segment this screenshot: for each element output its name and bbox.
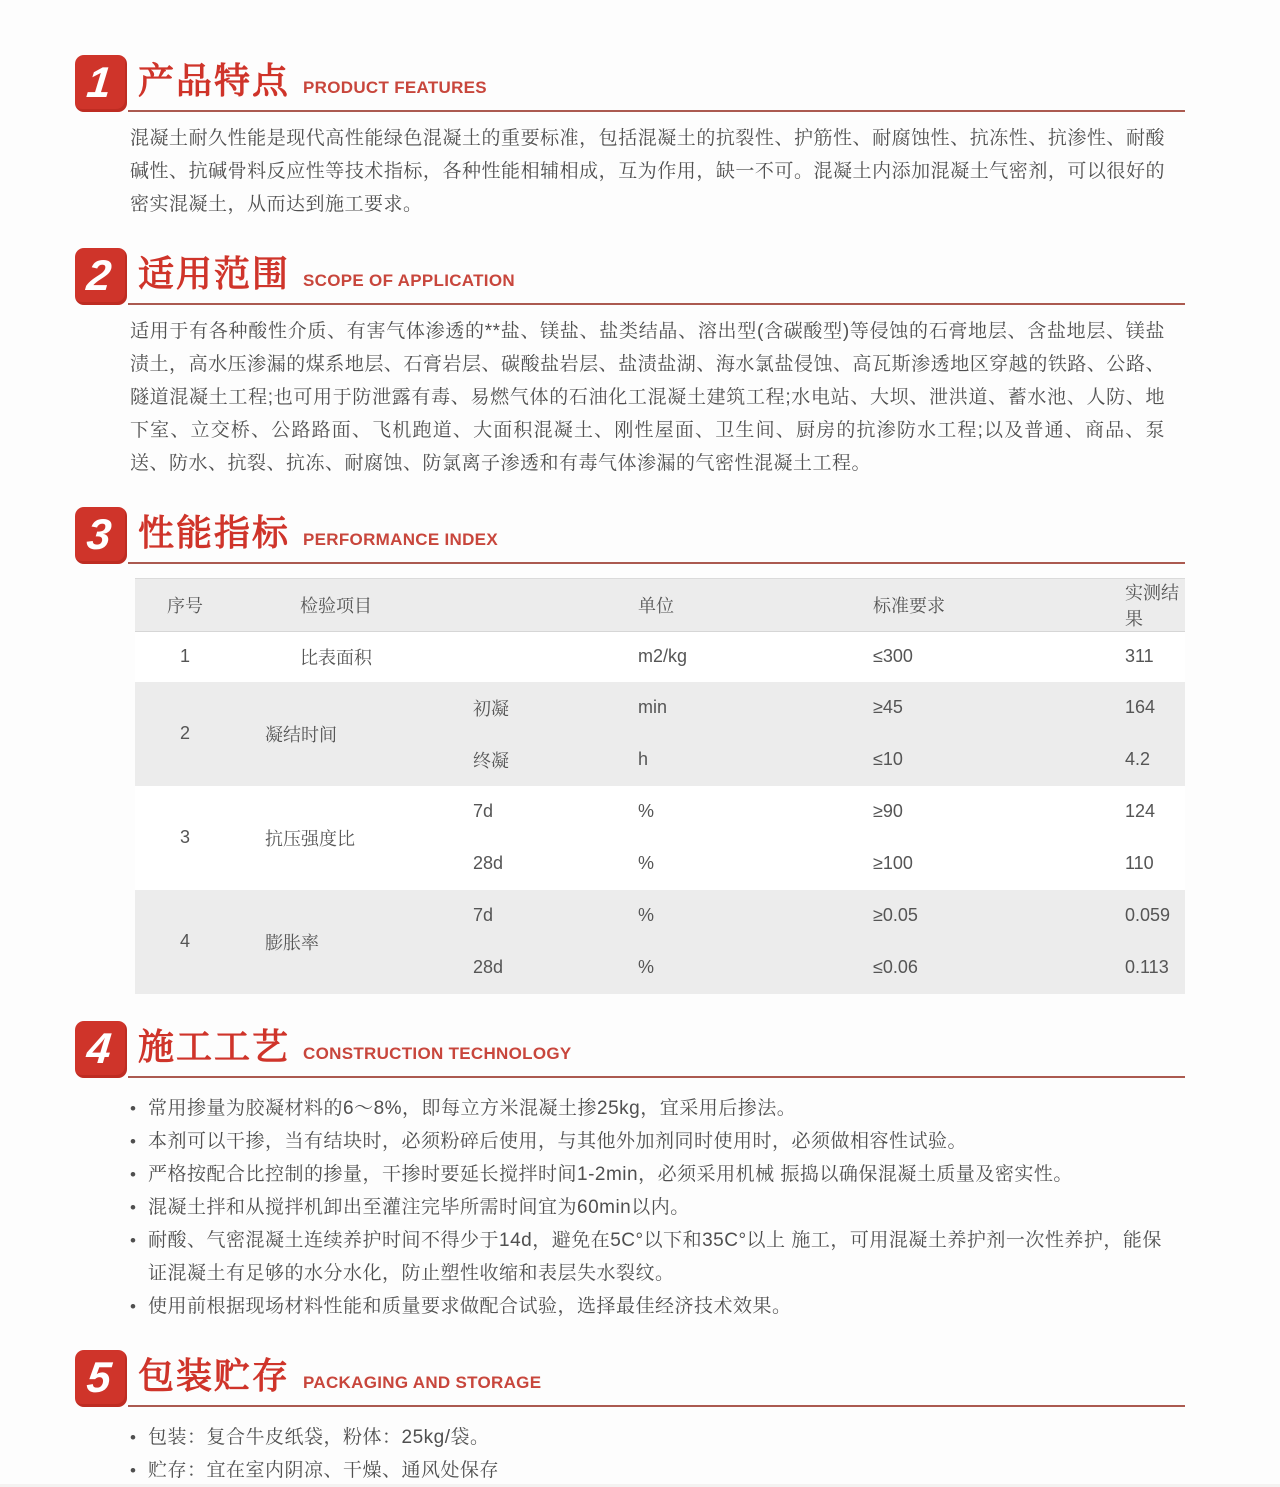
cell-standard: ≥0.05 — [873, 905, 918, 925]
cell-unit: % — [638, 801, 655, 821]
cell-standard: ≥100 — [873, 853, 913, 873]
list-item — [130, 1191, 1175, 1224]
cell-unit: % — [638, 957, 655, 977]
section-number: 1 — [84, 59, 114, 107]
table-row — [135, 682, 1185, 734]
list-item — [130, 1125, 1175, 1158]
header-unit: 单位 — [638, 596, 674, 616]
list-item-text: 使用前根据现场材料性能和质量要求做配合试验，选择最佳经济技术效果。 — [148, 1295, 792, 1317]
header-standard: 标准要求 — [873, 596, 945, 616]
list-item — [130, 1224, 1175, 1290]
cell-result: 0.059 — [1125, 905, 1171, 925]
bullet-icon: • — [130, 1098, 137, 1118]
list-item — [130, 1092, 1175, 1125]
construction-technology-list — [130, 1092, 1175, 1323]
section-title-cn: 性能指标 — [138, 512, 291, 553]
cell-result: 4.2 — [1125, 749, 1151, 769]
cell-unit: m2/kg — [638, 646, 688, 667]
bullet-icon: • — [130, 1460, 137, 1480]
table-header-row — [135, 579, 1185, 632]
section-2-header — [75, 248, 1185, 305]
section-title-cn: 包装贮存 — [138, 1354, 291, 1396]
section-title-en: CONSTRUCTION TECHNOLOGY — [303, 1043, 572, 1063]
cell-standard: ≥90 — [873, 801, 903, 821]
section-number-badge — [75, 507, 127, 564]
cell-result: 110 — [1125, 853, 1154, 873]
section-3-header — [75, 507, 1185, 564]
section-title-en: SCOPE OF APPLICATION — [303, 271, 515, 290]
cell-standard: ≤300 — [873, 646, 913, 667]
header-result: 实测结果 — [1125, 583, 1179, 629]
section-title-en: PRODUCT FEATURES — [303, 78, 487, 97]
product-features-body: 混凝土耐久性能是现代高性能绿色混凝土的重要标准，包括混凝土的抗裂性、护筋性、耐腐蚀性、抗冻性、抗渗性、耐酸碱性、抗碱骨料反应性等技术指标，各种性能相辅相成，互为作用，缺一不可。混凝土内添加混凝土气密剂，可以很好的密实混凝土，从而达到施工要求。 — [130, 128, 1165, 215]
section-performance-index — [75, 507, 1185, 994]
table-row — [135, 632, 1185, 682]
section-title-cn: 适用范围 — [138, 253, 291, 294]
section-number: 4 — [84, 1024, 114, 1073]
section-title-cn: 施工工艺 — [138, 1025, 291, 1067]
table-row — [135, 786, 1185, 838]
bullet-icon: • — [130, 1296, 137, 1316]
cell-no: 4 — [179, 931, 190, 951]
section-packaging-and-storage — [75, 1350, 1185, 1487]
cell-subitem: 初凝 — [473, 698, 509, 719]
cell-result: 124 — [1125, 801, 1156, 821]
section-title-cn: 产品特点 — [138, 60, 291, 101]
cell-standard: ≤0.06 — [873, 957, 918, 977]
bullet-icon: • — [130, 1427, 137, 1447]
cell-no: 2 — [179, 723, 190, 743]
header-no: 序号 — [167, 596, 203, 616]
cell-unit: % — [638, 853, 655, 873]
list-item-text: 混凝土拌和从搅拌机卸出至灌注完毕所需时间宜为60min以内。 — [148, 1196, 690, 1218]
cell-item: 抗压强度比 — [265, 828, 355, 849]
cell-result: 164 — [1125, 697, 1156, 717]
section-title-en: PACKAGING AND STORAGE — [303, 1372, 542, 1392]
section-5-header — [75, 1350, 1185, 1407]
cell-item: 比表面积 — [300, 647, 372, 668]
bullet-icon: • — [130, 1230, 137, 1250]
cell-result: 0.113 — [1125, 957, 1169, 977]
section-product-features — [75, 55, 1185, 221]
scope-of-application-body: 适用于有各种酸性介质、有害气体渗透的**盐、镁盐、盐类结晶、溶出型(含碳酸型)等侵蚀的石膏地层、含盐地层、镁盐渍土，高水压渗漏的煤系地层、石膏岩层、碳酸盐岩层、盐渍盐湖、海水氯盐侵蚀、高瓦斯渗透地区穿越的铁路、公路、隧道混凝土工程;也可用于防泄露有毒、易燃气体的石油化工混凝土建筑工程;水电站、大坝、泄洪道、蓄水池、人防、地下室、立交桥、公路路面、飞机跑道、大面积混凝土、刚性屋面、卫生间、厨房的抗渗防水工程;以及普通、商品、泵送、防水、抗裂、抗冻、耐腐蚀、防氯离子渗透和有毒气体渗漏的气密性混凝土工程。 — [130, 321, 1165, 474]
section-title-wrap — [128, 253, 1185, 305]
performance-index-table — [135, 578, 1185, 994]
list-item-text: 贮存：宜在室内阴凉、干燥、通风处保存 — [148, 1459, 500, 1481]
cell-item: 凝结时间 — [265, 724, 337, 745]
list-item-text: 耐酸、气密混凝土连续养护时间不得少于14d，避免在5C°以下和35C°以上 施工，可用混凝土养护剂一次性养护，能保证混凝土有足够的水分水化，防止塑性收缩和表层失水裂纹。 — [148, 1229, 1162, 1284]
cell-subitem: 28d — [473, 853, 504, 873]
section-construction-technology — [75, 1021, 1185, 1323]
list-item — [130, 1290, 1175, 1323]
section-number-badge — [75, 248, 127, 305]
section-title-wrap — [128, 60, 1185, 112]
cell-standard: ≤10 — [873, 749, 903, 769]
cell-no: 3 — [179, 827, 190, 847]
bullet-icon: • — [130, 1164, 137, 1184]
section-number: 5 — [84, 1353, 114, 1402]
section-4-header — [75, 1021, 1185, 1078]
cell-no: 1 — [179, 646, 190, 667]
cell-item: 膨胀率 — [265, 932, 319, 953]
section-title-wrap — [128, 512, 1185, 564]
section-number: 3 — [84, 511, 114, 559]
list-item-text: 常用掺量为胶凝材料的6～8%，即每立方米混凝土掺25kg，宜采用后掺法。 — [148, 1097, 797, 1119]
section-1-header — [75, 55, 1185, 112]
cell-subitem: 7d — [473, 905, 494, 925]
cell-unit: h — [638, 749, 649, 769]
section-number-badge — [75, 1350, 127, 1407]
section-number-badge — [75, 55, 127, 112]
section-number: 2 — [84, 252, 114, 300]
cell-subitem: 7d — [473, 801, 494, 821]
section-title-en: PERFORMANCE INDEX — [303, 530, 498, 549]
cell-subitem: 终凝 — [473, 750, 509, 771]
list-item — [130, 1158, 1175, 1191]
section-title-wrap — [128, 1354, 1185, 1407]
list-item-text: 本剂可以干掺，当有结块时，必须粉碎后使用，与其他外加剂同时使用时，必须做相容性试验。 — [148, 1130, 968, 1152]
packaging-and-storage-list — [130, 1421, 1175, 1487]
cell-standard: ≥45 — [873, 697, 903, 717]
cell-result: 311 — [1125, 646, 1154, 667]
cell-unit: % — [638, 905, 655, 925]
cell-unit: min — [638, 697, 668, 717]
bullet-icon: • — [130, 1131, 137, 1151]
cell-subitem: 28d — [473, 957, 504, 977]
list-item — [130, 1454, 1175, 1487]
section-title-wrap — [128, 1025, 1185, 1078]
section-scope-of-application — [75, 248, 1185, 480]
section-number-badge — [75, 1021, 127, 1078]
bullet-icon: • — [130, 1197, 137, 1217]
table-row — [135, 890, 1185, 942]
list-item — [130, 1421, 1175, 1454]
header-item: 检验项目 — [300, 596, 372, 616]
list-item-text: 包装：复合牛皮纸袋，粉体：25kg/袋。 — [148, 1426, 490, 1448]
list-item-text: 严格按配合比控制的掺量，干掺时要延长搅拌时间1-2min，必须采用机械 振捣以确保混凝土质量及密实性。 — [148, 1163, 1073, 1185]
